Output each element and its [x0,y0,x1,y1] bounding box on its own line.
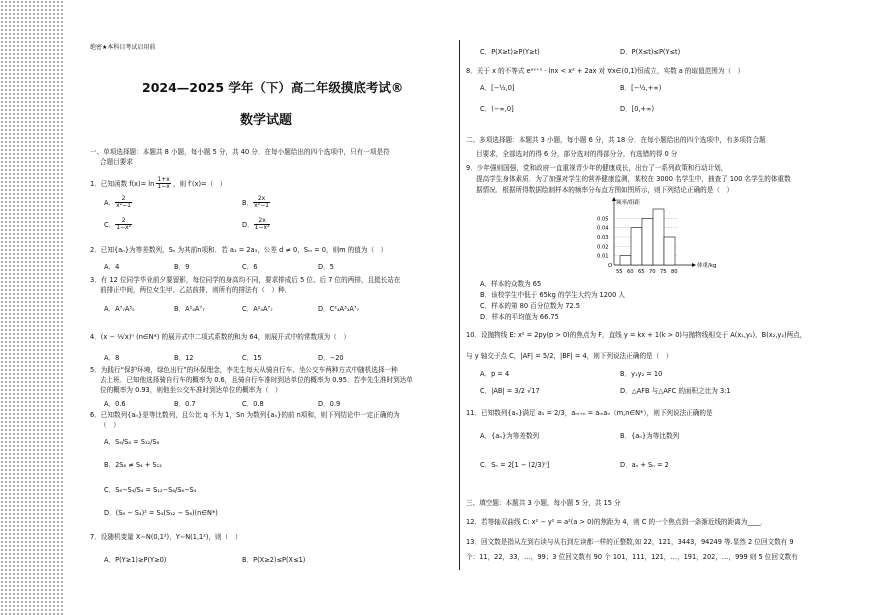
q1-fraction: $\frac{1+x}{1-x}$ [157,176,170,191]
histogram-bar [664,237,675,265]
question-9-cont-1: 提高学生身体素质．为了加强对学生的营养健康监测，某校在 3000 名学生中，抽查了 100 名学生的体重数 [476,175,791,183]
q7-option-c: C．P(X≥t)≥P(Y≥t) [480,48,540,56]
section-3-heading: 三、填空题：本题共 3 小题，每小题 5 分，共 15 分 [466,499,621,507]
q9-option-d: D．样本的平均值为 66.75 [480,313,559,321]
q4-option-a: A．8 [104,354,120,362]
question-12: 12．若等轴双曲线 C: x² − y² = a²(a > 0)的焦距为 4，则 C 的一个焦点到一条渐近线的距离为____． [466,518,768,526]
question-7: 7．设随机变量 X∼N(0,1²)，Y∼N(1,1²)，则（ ） [90,533,242,541]
binding-margin [0,0,64,615]
q10-option-a: A．p = 4 [480,370,510,378]
question-1 [90,177,226,191]
q11-option-c: C．Sₙ = 2[1 − (2/3)ⁿ] [480,461,550,469]
q10-option-b: B．y₁y₂ = 10 [620,370,663,378]
q1-text: 1．已知函数 f(x)= ln [90,179,155,188]
column-divider [459,40,460,570]
question-2: 2．已知{aₙ}为等差数列，Sₙ 为其前n项和．若 a₁ = 2a₃，公差 d ≠ 0，Sₘ = 0，则m 的值为（ ） [90,246,388,254]
histogram-chart [584,195,717,277]
y-tick-label: 0.02 [597,244,609,251]
question-6-cont: （ ） [100,421,120,429]
q10-option-c: C．|AB| = 3/2 √17 [480,387,540,395]
x-axis-arrow [692,263,696,267]
section-1-heading: 一、单项选择题：本题共 8 小题，每小题 5 分，共 40 分．在每小题给出的四个选项中，只有一项是符 [90,148,390,156]
q5-option-a: A．0.6 [104,400,126,408]
q1-option-a: A． $\frac{2}{\text{x²−1}}$ [104,195,131,210]
question-10: 10．设抛物线 E: x² = 2py(p > 0)的焦点为 F，直线 y = kx + 1(k > 0)与抛物线相交于 A(x₁,y₁)，B(x₂,y₂)两点， [466,331,807,339]
question-13: 13．回文数是指从左到右读与从右到左读都一样的正整数,如 22，121，3443，94249 等.显然 2 位回文数有 9 [466,538,794,546]
q1-option-d: D． $\frac{2x}{\text{1−x²}}$ [242,217,270,232]
section-2-heading: 二、多项选择题：本题共 3 小题，每小题 6 分，共 18 分．在每小题给出的四个选项中，有多项符合题 [466,136,766,144]
q3-option-a: A．A⁷₇A⁵₅ [104,305,135,313]
question-9: 9．少年强则国强，党和政府一直重视青少年的健康成长，出台了一系列政策和行动计划， [466,164,728,172]
subject-title: 数学试题 [240,113,293,128]
q6-option-c: C．S₈−S₄/S₄ = S₁₂−S₈/S₈−S₄ [104,486,197,494]
x-tick-label: 55 [616,269,623,275]
question-3: 3．有 12 位同学毕业前夕要留影，每位同学的身高均不同，要求排成后 5 位、后 7 位的两排，且挺长站在 [90,276,401,284]
question-3-cont: 前排正中间，两位女生甲、乙站前排，则所有的排法有（ ）种． [100,286,292,294]
q2-option-b: B．9 [174,263,190,271]
y-tick-label: 0.03 [597,235,609,241]
q11-option-d: D．aₙ + Sₙ = 2 [620,461,669,469]
q9-option-b: B．该校学生中低于 65kg 的学生大约为 1200 人 [480,291,625,299]
x-axis-label: 体重/kg [697,263,717,269]
x-tick-label: 65 [638,269,645,275]
question-13-cont: 个：11，22，33，…，99；3 位回文数有 90 个 101，111，121，…，191，202，…，999 则 5 位回文数有 [466,553,798,561]
q6-option-d: D．(S₈ − S₄)² = S₄(S₁₂ − S₈)(n∈N*) [104,509,218,517]
histogram-bar [642,218,653,265]
question-5-cont-1: 去上班．已知他选择骑自行车的概率为 0.6，且骑自行车准时到达单位的概率为 0.95．若李先生准时到达单 [100,376,413,384]
q8-option-d: D．[0,+∞) [620,105,655,113]
question-5: 5．为践行“保护环境，绿色出行”的环保理念，李先生每天从骑自行车、坐公交车两种方式中随机选择一种 [90,366,398,374]
x-tick-label: 60 [627,269,634,275]
q4-option-b: B．12 [174,354,194,362]
q3-option-c: C．A²₄A⁷₇ [242,305,273,313]
q7-option-a: A．P(Y≥1)≥P(Y≥0) [104,556,167,564]
q9-option-a: A．样本的众数为 65 [480,280,542,288]
y-tick-label: 0.01 [597,253,609,260]
origin-label: O [608,263,613,269]
q4-option-d: D．−20 [318,354,344,362]
q2-option-a: A．4 [104,263,120,271]
section-1-heading-cont: 合题目要求 [100,158,133,166]
section-2-heading-cont: 目要求，全部选对的得 6 分，部分选对的得部分分，有选错的得 0 分 [476,150,678,158]
x-tick-label: 80 [671,269,678,275]
q5-option-d: D．0.9 [318,400,341,408]
histogram-bar [620,256,631,265]
q8-option-b: B．[−½,+∞) [620,84,662,92]
question-9-cont-2: 据情况．根据所得数据绘制样本的频率分布直方图如图所示，则下列结论正确的是（ ） [476,186,734,194]
exam-title: 2024—2025 学年（下）高二年级摸底考试® [142,80,404,95]
y-tick-label: 0.04 [597,225,609,232]
question-8: 8．关于 x 的不等式 eᵃˣ⁺¹ · lnx < x² + 2ax 对 ∀x∈(0,1)恒成立，实数 a 的取值范围为（ ） [466,67,745,75]
q4-option-c: C．15 [242,354,262,362]
question-10-cont: 与 y 轴交于点 C，|AF| = 5/2，|BF| = 4，则下列说法正确的是（ ） [466,352,673,360]
q2-option-c: C．6 [242,263,258,271]
q9-option-c: C．样本的第 80 百分位数为 72.5 [480,302,580,310]
q1-tail: ，则 f′(x)=（ ） [172,179,227,188]
y-axis-label: 频率/组距 [616,200,640,206]
q8-option-c: C．(−∞,0] [480,105,514,113]
q2-option-d: D．5 [318,263,334,271]
q5-option-c: C．0.8 [242,400,264,408]
q1-option-c: C． $\frac{2}{\text{1−x²}}$ [104,217,132,232]
secret-label: 绝密★本科目考试启用前 [90,44,156,51]
q7-option-d: D．P(X≤t)≤P(Y≤t) [620,48,681,56]
q10-option-d: D．△AFB 与△AFC 的面积之比为 3:1 [620,387,731,395]
q7-option-b: B．P(X≥2)≤P(X≤1) [242,556,306,564]
question-11: 11．已知数列{aₙ}满足 a₁ = 2/3，aₘ₊ₙ = aₘaₙ（m,n∈N*），则下列说法正确的是 [466,409,713,417]
x-tick-label: 75 [660,269,667,275]
q1-option-b: B． $\frac{2x}{\text{x²−1}}$ [242,195,269,210]
q3-option-b: B．A¹₄A⁷₇ [174,305,205,313]
q3-option-d: D．C²₄A³₃A⁷₇ [318,305,360,313]
y-tick-label: 0.05 [597,216,609,223]
q5-option-b: B．0.7 [174,400,196,408]
question-5-cont-2: 位的概率为 0.93，则他坐公交车准时到达单位的概率为（ ） [100,386,282,394]
q8-option-a: A．[−½,0] [480,84,515,92]
question-4: 4．(x − ¹⁄√x)ⁿ (n∈N*) 的展开式中二项式系数的和为 64，则展开式中的常数项为（ ） [90,333,351,341]
histogram-bar [631,228,642,265]
q6-option-a: A．S₄/S₈ = S₁₂/S₈ [104,438,160,446]
histogram-bar [653,209,664,265]
q6-option-b: B．2S₈ ≠ S₄ + S₁₂ [104,461,162,469]
q11-option-a: A．{aₙ}为等差数列 [480,432,540,440]
x-tick-label: 70 [649,269,656,275]
q11-option-b: B．{aₙ}为等比数列 [620,432,680,440]
question-6: 6．已知数列{aₙ}是等比数列，且公比 q 不为 1，Sn 为数列{aₙ}的前 n项和，则下列结论中一定正确的为 [90,411,400,419]
